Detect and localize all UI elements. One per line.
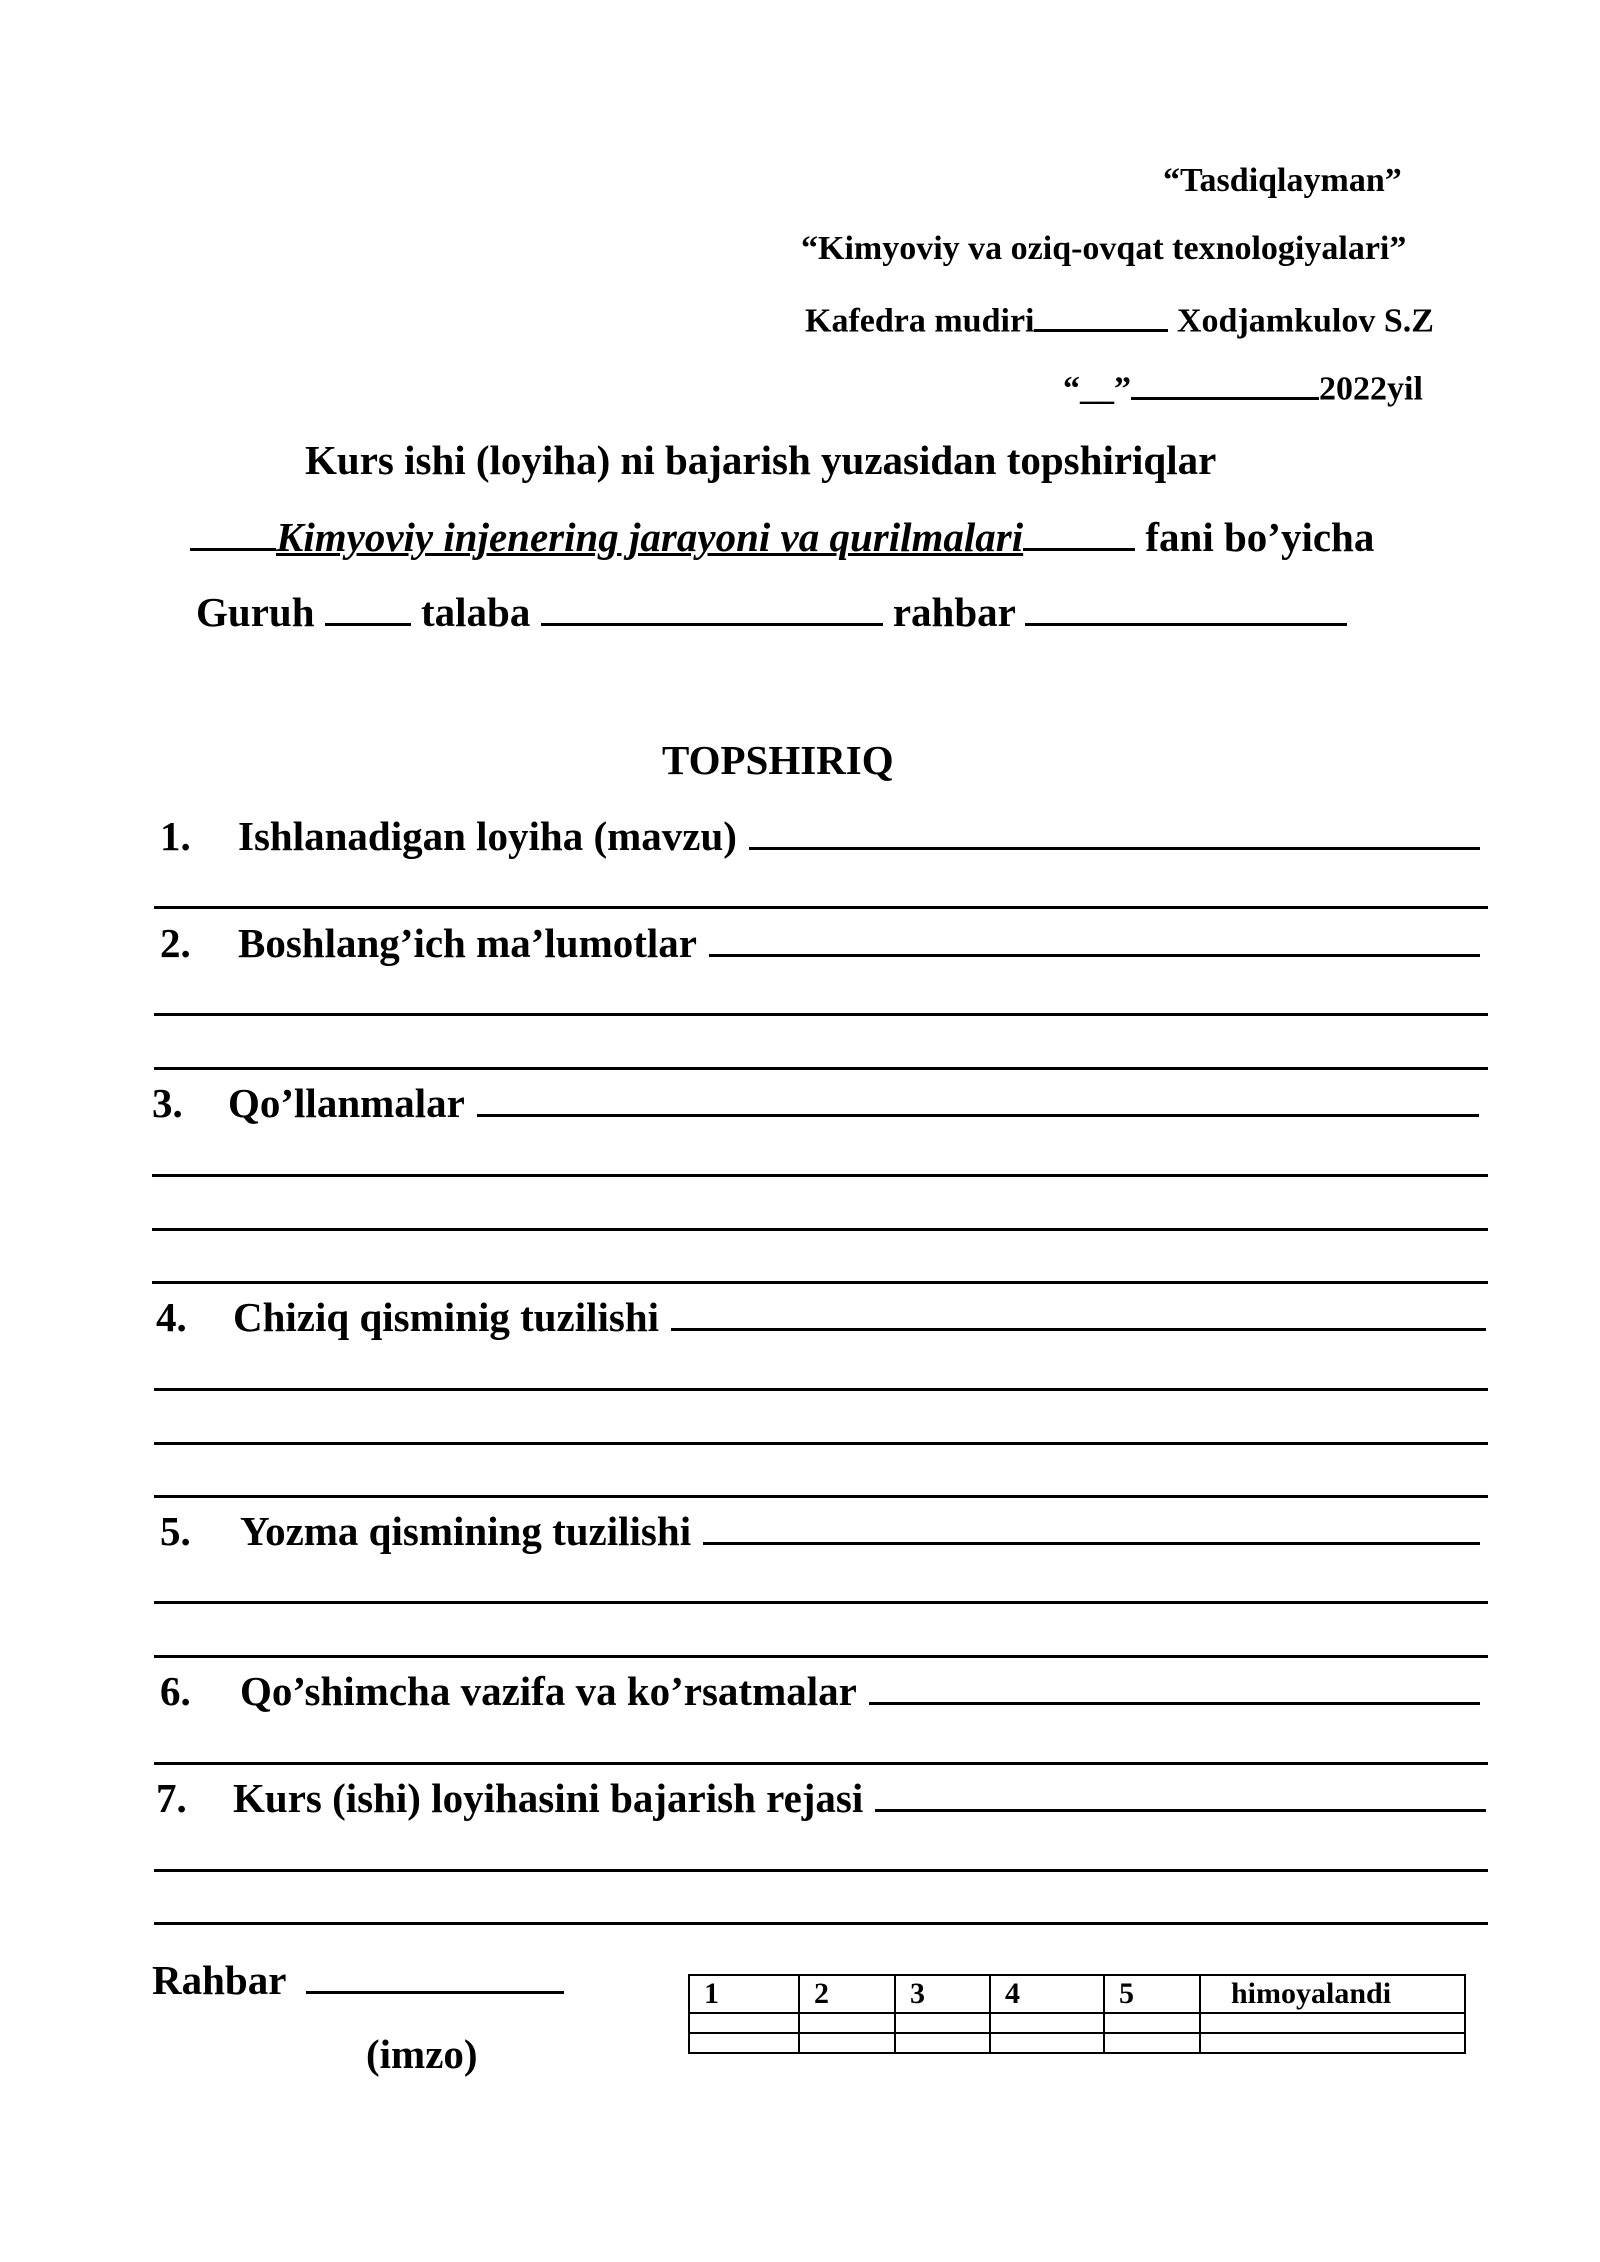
task-item-number: 5. bbox=[160, 1507, 191, 1554]
task-item-number: 4. bbox=[156, 1293, 187, 1340]
grade-header-row bbox=[689, 1975, 1465, 2013]
grade-cell bbox=[689, 2013, 799, 2033]
grade-cell bbox=[990, 2013, 1104, 2033]
task-item-label: Ishlanadigan loyiha (mavzu) bbox=[238, 812, 737, 859]
student-label: talaba bbox=[421, 588, 531, 635]
writing-line bbox=[154, 1067, 1488, 1070]
supervisor-label: rahbar bbox=[892, 588, 1016, 635]
grade-cell bbox=[895, 2013, 990, 2033]
group-blank bbox=[325, 586, 411, 626]
task-item-7 bbox=[156, 1772, 1486, 1822]
signature-caption: (imzo) bbox=[366, 2031, 478, 2077]
task-item-blank bbox=[477, 1077, 1479, 1117]
grade-header-cell: 1 bbox=[689, 1975, 799, 2013]
writing-line bbox=[154, 1388, 1488, 1391]
approval-head-line bbox=[805, 298, 1434, 341]
grade-empty-row bbox=[689, 2013, 1465, 2033]
writing-line bbox=[154, 1013, 1488, 1016]
task-item-2 bbox=[160, 917, 1480, 967]
task-item-blank bbox=[671, 1291, 1486, 1331]
task-item-blank bbox=[749, 810, 1480, 850]
approval-title: “Tasdiqlayman” bbox=[1163, 162, 1402, 199]
writing-line bbox=[152, 1174, 1488, 1177]
subject-line bbox=[190, 511, 1374, 561]
task-item-number: 3. bbox=[152, 1079, 183, 1126]
task-item-6 bbox=[160, 1665, 1480, 1715]
writing-line bbox=[154, 1601, 1488, 1604]
task-item-label: Boshlang’ich ma’lumotlar bbox=[238, 919, 697, 966]
task-item-3 bbox=[152, 1077, 1479, 1127]
subject-leading-blank bbox=[190, 511, 276, 551]
task-item-label: Chiziq qisminig tuzilishi bbox=[233, 1293, 660, 1340]
student-blank bbox=[541, 586, 883, 626]
writing-line bbox=[152, 1228, 1488, 1231]
grade-cell bbox=[895, 2033, 990, 2053]
task-item-number: 7. bbox=[156, 1774, 187, 1821]
approval-head-label: Kafedra mudiri bbox=[805, 302, 1035, 340]
signature-label: Rahbar bbox=[152, 1956, 286, 2003]
signature-line bbox=[152, 1954, 564, 2004]
date-blank bbox=[1131, 366, 1319, 400]
task-item-1 bbox=[160, 810, 1480, 860]
task-item-blank bbox=[709, 917, 1480, 957]
task-item-label: Kurs (ishi) loyihasini bajarish rejasi bbox=[233, 1774, 864, 1821]
approval-department: “Kimyoviy va oziq-ovqat texnologiyalari” bbox=[801, 230, 1407, 267]
grade-cell bbox=[1104, 2013, 1200, 2033]
writing-line bbox=[154, 1495, 1488, 1498]
page-heading: Kurs ishi (loyiha) ni bajarish yuzasidan topshiriqlar bbox=[305, 437, 1217, 483]
task-item-4 bbox=[156, 1291, 1486, 1341]
writing-line bbox=[154, 1762, 1488, 1765]
grade-cell bbox=[799, 2013, 895, 2033]
task-item-blank bbox=[875, 1772, 1486, 1812]
grade-table bbox=[688, 1974, 1466, 2054]
task-item-number: 2. bbox=[160, 919, 191, 966]
task-title: TOPSHIRIQ bbox=[662, 737, 894, 783]
grade-cell bbox=[1200, 2013, 1465, 2033]
grade-header-cell: 5 bbox=[1104, 1975, 1200, 2013]
task-item-5 bbox=[160, 1505, 1480, 1555]
approval-head-name: Xodjamkulov S.Z bbox=[1176, 302, 1434, 340]
grade-header-cell: 4 bbox=[990, 1975, 1104, 2013]
head-signature-blank bbox=[1034, 298, 1168, 332]
task-item-label: Qo’shimcha vazifa va ko’rsatmalar bbox=[240, 1667, 857, 1714]
task-item-blank bbox=[703, 1505, 1480, 1545]
task-item-label: Yozma qismining tuzilishi bbox=[240, 1507, 692, 1554]
approval-date-prefix: “__” bbox=[1063, 370, 1131, 408]
signature-blank bbox=[306, 1954, 564, 1994]
subject-trailing-blank bbox=[1023, 511, 1135, 551]
approval-date-line bbox=[1063, 366, 1423, 409]
task-item-number: 1. bbox=[160, 812, 191, 859]
grade-empty-row bbox=[689, 2033, 1465, 2053]
writing-line bbox=[154, 1442, 1488, 1445]
grade-cell bbox=[990, 2033, 1104, 2053]
meta-line bbox=[196, 586, 1347, 636]
subject-suffix: fani bo’yicha bbox=[1145, 513, 1375, 560]
grade-header-cell: 3 bbox=[895, 1975, 990, 2013]
grade-cell bbox=[689, 2033, 799, 2053]
supervisor-blank bbox=[1025, 586, 1347, 626]
writing-line bbox=[152, 1281, 1488, 1284]
grade-cell bbox=[1200, 2033, 1465, 2053]
writing-line bbox=[154, 1922, 1488, 1925]
grade-header-cell: 2 bbox=[799, 1975, 895, 2013]
task-item-blank bbox=[869, 1665, 1480, 1705]
grade-cell bbox=[799, 2033, 895, 2053]
task-item-number: 6. bbox=[160, 1667, 191, 1714]
approval-date-suffix: 2022yil bbox=[1319, 370, 1423, 408]
writing-line bbox=[154, 906, 1488, 909]
group-label: Guruh bbox=[196, 588, 315, 635]
grade-cell bbox=[1104, 2033, 1200, 2053]
task-item-label: Qo’llanmalar bbox=[228, 1079, 465, 1126]
grade-header-cell: himoyalandi bbox=[1200, 1975, 1465, 2013]
subject-name: Kimyoviy injenering jarayoni va qurilmalari bbox=[276, 513, 1024, 560]
writing-line bbox=[154, 1655, 1488, 1658]
writing-line bbox=[154, 1869, 1488, 1872]
